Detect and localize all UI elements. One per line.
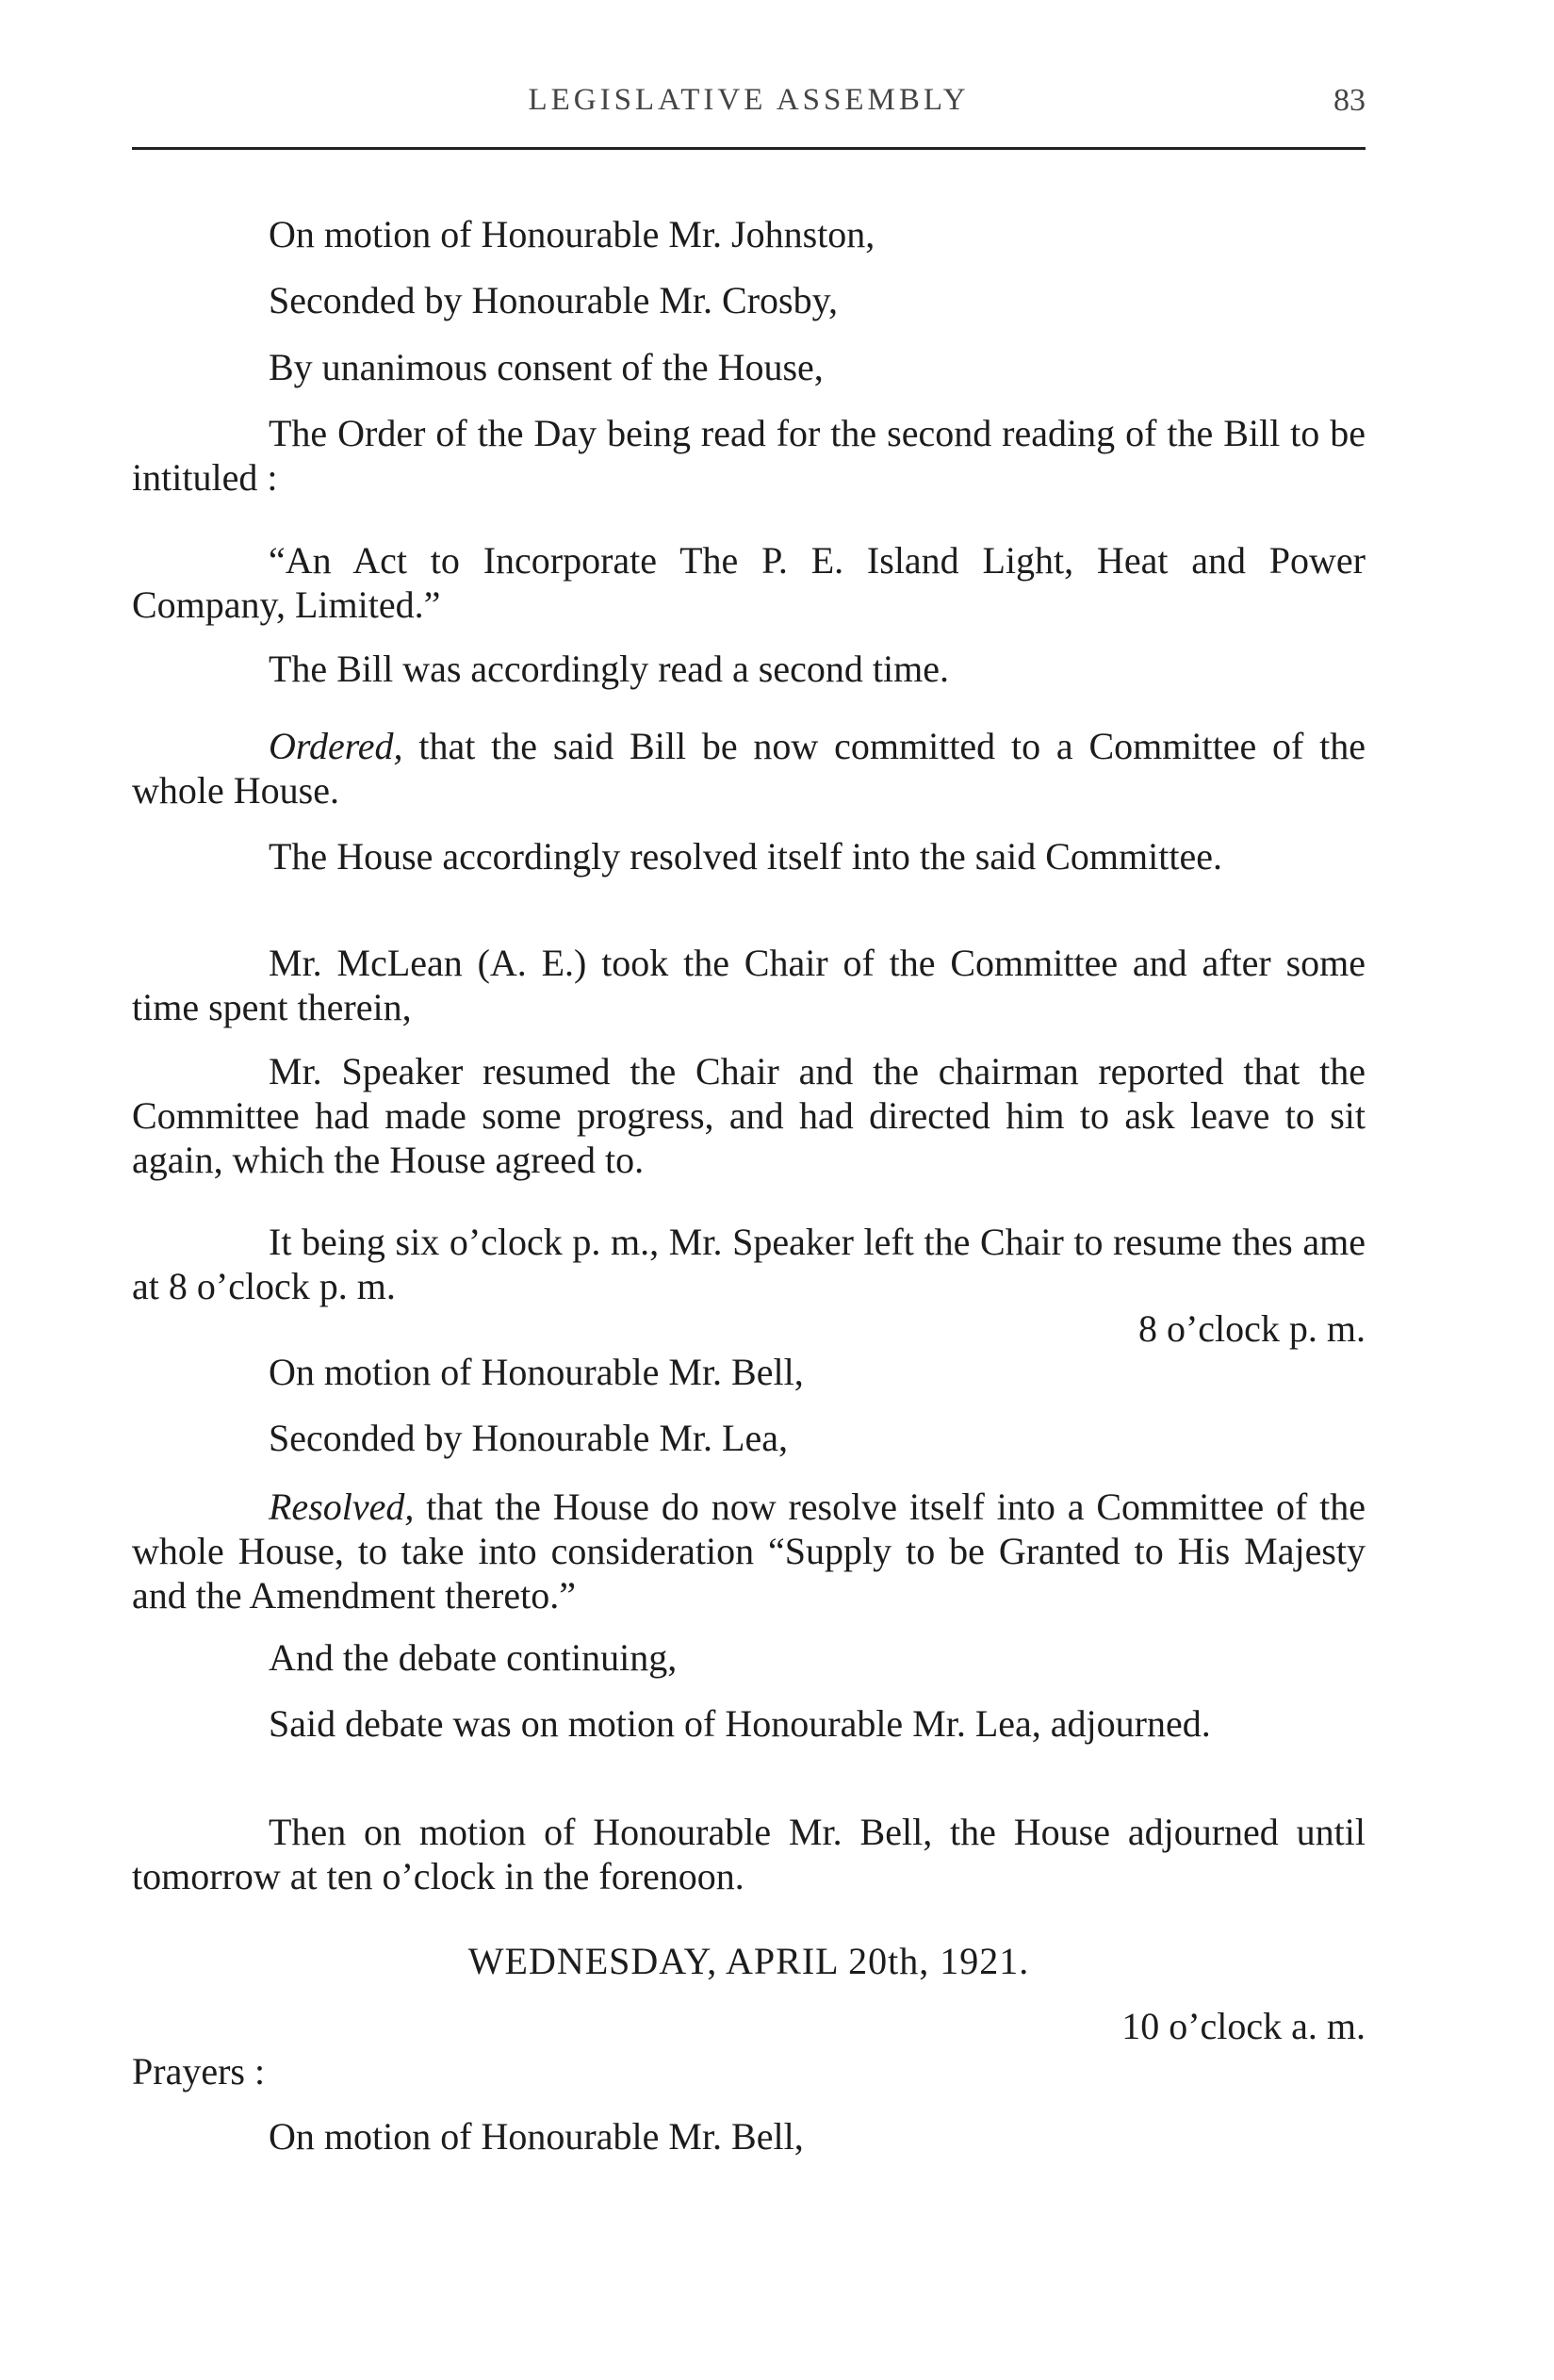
house-resolved: The House accordingly resolved itself into the said Committee. bbox=[269, 835, 1222, 878]
resolved-label: Resolved, bbox=[269, 1485, 415, 1528]
header-title: LEGISLATIVE ASSEMBLY bbox=[528, 83, 970, 117]
ordered-paragraph bbox=[132, 724, 1366, 812]
unanimous-consent: By unanimous consent of the House, bbox=[269, 346, 824, 388]
date-heading: WEDNESDAY, APRIL 20th, 1921. bbox=[467, 1940, 1030, 1982]
time-10am: 10 o’clock a. m. bbox=[1121, 2005, 1366, 2047]
running-header bbox=[132, 83, 1366, 121]
resolved-text: that the House do now resolve itself into a Committee of the whole House, to take into consideration “Supply to be Granted to His Majesty and the Amendment thereto.” bbox=[132, 1485, 1366, 1617]
house-adjourned: Then on motion of Honourable Mr. Bell, the House adjourned until tomorrow at ten o’clock in the forenoon. bbox=[132, 1811, 1366, 1897]
motion-johnston: On motion of Honourable Mr. Johnston, bbox=[269, 213, 875, 255]
chair-mclean: Mr. McLean (A. E.) took the Chair of the Committee and after some time spent therein, bbox=[132, 942, 1366, 1028]
header-rule bbox=[132, 147, 1366, 150]
motion-bell-2: On motion of Honourable Mr. Bell, bbox=[269, 2115, 804, 2158]
motion-bell: On motion of Honourable Mr. Bell, bbox=[269, 1351, 804, 1393]
speaker-resumed: Mr. Speaker resumed the Chair and the chairman reported that the Committee had made some progress, and had directed him to ask leave to sit again, which the House agreed to. bbox=[132, 1050, 1366, 1181]
resolved-paragraph bbox=[132, 1485, 1366, 1617]
order-of-day: The Order of the Day being read for the second reading of the Bill to be intituled : bbox=[132, 412, 1366, 499]
six-oclock: It being six o’clock p. m., Mr. Speaker left the Chair to resume thes ame at 8 o’clock p. m. bbox=[132, 1221, 1366, 1307]
seconded-lea: Seconded by Honourable Mr. Lea, bbox=[269, 1417, 788, 1459]
ordered-text: that the said Bill be now committed to a Committee of the whole House. bbox=[132, 725, 1366, 812]
prayers: Prayers : bbox=[132, 2050, 266, 2093]
bill-title: “An Act to Incorporate The P. E. Island Light, Heat and Power Company, Limited.” bbox=[132, 539, 1366, 626]
debate-adjourned: Said debate was on motion of Honourable Mr. Lea, adjourned. bbox=[269, 1702, 1211, 1745]
debate-continuing: And the debate continuing, bbox=[269, 1636, 678, 1679]
second-reading: The Bill was accordingly read a second time. bbox=[269, 648, 949, 690]
time-8pm: 8 o’clock p. m. bbox=[1137, 1307, 1366, 1350]
ordered-label: Ordered, bbox=[269, 725, 403, 767]
seconded-crosby: Seconded by Honourable Mr. Crosby, bbox=[269, 279, 838, 321]
page-number: 83 bbox=[1333, 83, 1366, 118]
